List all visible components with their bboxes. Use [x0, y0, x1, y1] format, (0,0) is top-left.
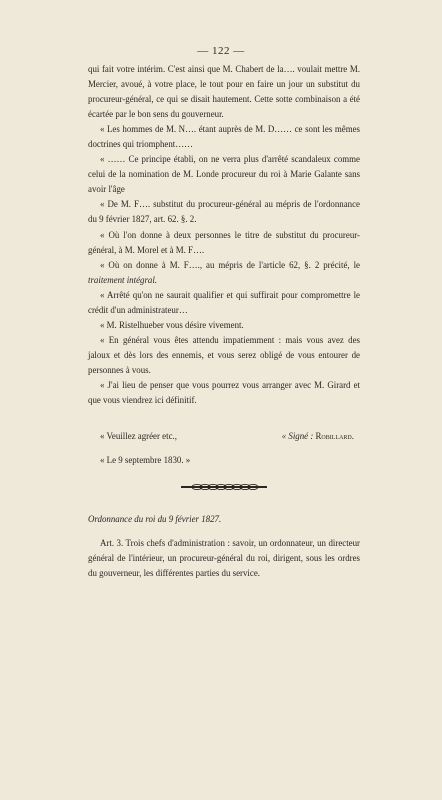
paragraph: « De M. F…. substitut du procureur-général au mépris de l'ordonnance du 9 février 1827, art. 62. §. 2. [88, 199, 360, 225]
paragraph: « Où l'on donne à deux personnes le titre de substitut du procureur-général, à M. Morel et à M. F…. [88, 229, 360, 255]
page-number: — 122 — [197, 45, 245, 57]
signer-name: Robillard. [315, 431, 354, 442]
paragraph: qui fait votre intérim. C'est ainsi que M. Chabert de la…. voulait mettre M. Mercier, avoué, à votre place, le tout pour en faire un jour un substitut du procureur-général, ce qui se disait hautement. Cette sotte combinaison a été écartée par le bon sens du gouverneur. [88, 64, 360, 120]
paragraph: « En général vous êtes attendu impatiemment : mais vous avez des jaloux et dès lors des ennemis, et vous serez obligé de vous entourer de personnes à vous. [88, 334, 360, 375]
paragraph: « Les hommes de M. N…. étant auprès de M. D…… ce sont les mêmes doctrines qui triomphent…… [88, 124, 360, 150]
paragraph: « M. Ristelhueber vous désire vivement. [100, 319, 244, 330]
paragraph: « Arrêté qu'on ne saurait qualifier et qui suffirait pour compromettre le crédit d'un administrateur… [88, 289, 360, 315]
paragraph [88, 258, 360, 288]
closing-formula: « Veuillez agréer etc., [100, 431, 177, 442]
ornament-divider [181, 482, 267, 492]
date-line: « Le 9 septembre 1830. » [100, 455, 191, 466]
paragraph: « J'ai lieu de penser que vous pourrez vous arranger avec M. Girard et que vous viendrez ici définitif. [88, 379, 360, 406]
emphasis-text: traitement intégral. [88, 274, 158, 285]
ordinance-title: Ordonnance du roi du 9 février 1827. [88, 514, 222, 525]
page-body [88, 62, 360, 581]
paragraph: « …… Ce principe établi, on ne verra plus d'arrêté scandaleux comme celui de la nomination de M. Londe procureur du roi à Marie Galante sans avoir l'âge [88, 154, 360, 195]
ordinance-article: Art. 3. Trois chefs d'administration : savoir, un ordonnateur, un directeur général de l'intérieur, un procureur-général du roi, dirigent, sous les ordres du gouverneur, les différentes parties du service. [88, 538, 360, 579]
paragraph-text: « Où on donne à M. F…., au mépris de l'article 62, §. 2 précité, le [100, 259, 360, 270]
signe-label: « Signé : [281, 431, 314, 442]
signature-block [282, 429, 354, 444]
closing-line [88, 429, 360, 444]
